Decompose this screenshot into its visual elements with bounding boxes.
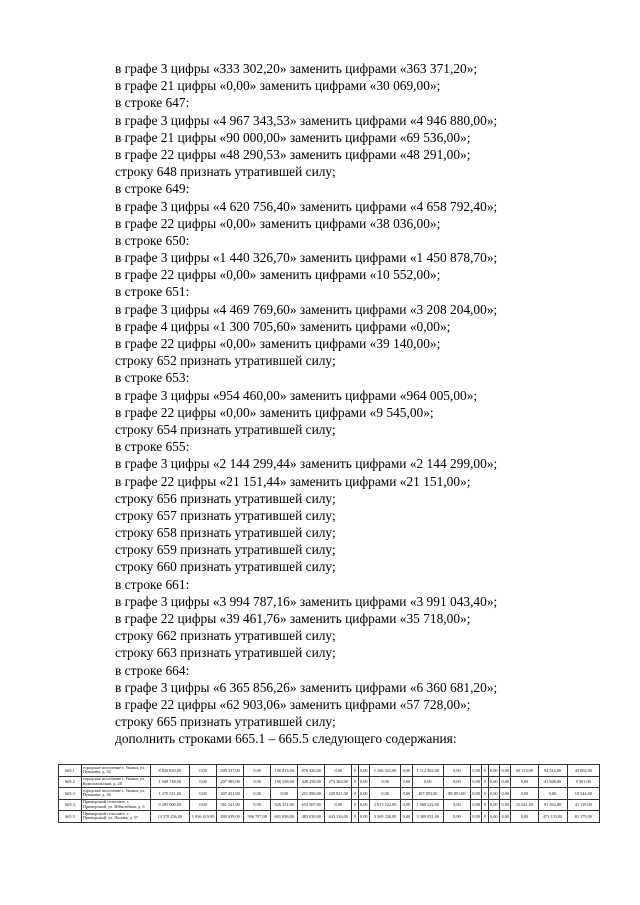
text-line: в графе 22 цифры «48 290,53» заменить цифрами «48 291,00»; (115, 146, 471, 162)
value-cell: 0,00 (190, 776, 217, 788)
value-cell: 0,00 (500, 799, 511, 811)
value-cell: 196 538,00 (271, 776, 298, 788)
value-cell: 473 133,00 (538, 811, 567, 823)
value-cell: 0 (352, 811, 358, 823)
text-line: в строке 651: (115, 284, 190, 300)
row-number-cell: 665.4 (59, 799, 82, 811)
value-cell: 0,00 (470, 788, 481, 800)
value-cell: 0,00 (271, 788, 298, 800)
value-cell: 0,00 (401, 788, 412, 800)
value-cell: 0,00 (488, 765, 499, 777)
value-cell: 0,00 (358, 788, 369, 800)
row-number-cell: 665.5 (59, 811, 82, 823)
value-cell: 1 936 419,00 (190, 811, 217, 823)
table-row (59, 776, 600, 788)
address-cell: Приморский сельсовет, с. Приморский, ул. Юбилейная, д. 6 (81, 799, 150, 811)
row-number-cell: 665.1 (59, 765, 82, 777)
value-cell: 0,00 (370, 788, 401, 800)
value-cell: 43 002,00 (567, 765, 599, 777)
text-line: в строке 647: (115, 95, 190, 111)
value-cell: 9 301,00 (567, 776, 599, 788)
text-line: в графе 22 цифры «0,00» заменить цифрами «38 036,00»; (115, 215, 441, 231)
value-cell: 0,00 (500, 776, 511, 788)
value-cell: 1 166 321,00 (370, 765, 401, 777)
value-cell: 106 813,00 (271, 765, 298, 777)
value-cell: 228 821,00 (325, 788, 352, 800)
value-cell: 0,00 (443, 765, 470, 777)
value-cell: 8 820 830,00 (150, 765, 190, 777)
text-line: в строке 655: (115, 439, 190, 455)
value-cell: 88 891,00 (443, 788, 470, 800)
value-cell: 0,00 (488, 788, 499, 800)
value-cell: 1 112 362,00 (412, 765, 443, 777)
address-cell: городское поселение г. Ушаки, ул. Пушкина, д. 46 (81, 788, 150, 800)
text-line: в графе 3 цифры «1 440 326,70» заменить цифрами «1 450 878,70»; (115, 250, 498, 266)
value-cell: 326 251,00 (271, 799, 298, 811)
value-cell: 273 362,00 (325, 776, 352, 788)
value-cell: 0,00 (511, 788, 538, 800)
value-cell: 0,00 (470, 776, 481, 788)
value-cell: 0,00 (443, 811, 470, 823)
address-cell: Приморский сельсовет, с. Приморский, ул. Лесная, д. 57 (81, 811, 150, 823)
text-line: в графе 3 цифры «3 994 787,16» заменить цифрами «3 991 043,40»; (115, 593, 498, 609)
value-cell: 0 (482, 788, 488, 800)
value-cell: 3 309 851,00 (412, 811, 443, 823)
value-cell: 0,00 (488, 776, 499, 788)
value-cell: 0,00 (190, 788, 217, 800)
value-cell: 0,00 (358, 811, 369, 823)
value-cell: 0,00 (511, 811, 538, 823)
value-cell: 0,00 (244, 788, 271, 800)
value-cell: 41 848,00 (538, 776, 567, 788)
value-cell: 0,00 (370, 776, 401, 788)
table-row (59, 799, 600, 811)
value-cell: 0,00 (244, 776, 271, 788)
value-cell: 0,00 (244, 765, 271, 777)
text-line: в строке 650: (115, 232, 190, 248)
row-number-cell: 665.3 (59, 788, 82, 800)
value-cell: 0,00 (325, 799, 352, 811)
value-cell: 9 285 000,00 (150, 799, 190, 811)
value-cell: 0,00 (190, 799, 217, 811)
text-line: в графе 21 цифры «90 000,00» заменить цифрами «69 536,00»; (115, 129, 471, 145)
value-cell: 396 707,00 (244, 811, 271, 823)
text-line: в графе 4 цифры «1 300 705,60» заменить цифрами «0,00»; (115, 318, 451, 334)
text-line: в графе 3 цифры «4 469 769,60» заменить цифрами «3 208 204,00»; (115, 301, 498, 317)
text-line: строку 658 признать утратившей силу; (115, 525, 336, 541)
value-cell: 0,00 (358, 765, 369, 777)
text-line: в графе 3 цифры «2 144 299,44» заменить цифрами «2 144 299,00»; (115, 456, 498, 472)
value-cell: 0,00 (500, 811, 511, 823)
table-row (59, 811, 600, 823)
value-cell: 0,00 (412, 776, 443, 788)
value-cell: 0,00 (244, 799, 271, 811)
value-cell: 643 326,00 (325, 811, 352, 823)
address-cell: городское поселение г. Ушаки, ул. Комсомольская, д. 28 (81, 776, 150, 788)
value-cell: 0,00 (401, 776, 412, 788)
value-cell: 1 370 511,00 (150, 788, 190, 800)
value-cell: 0,00 (500, 788, 511, 800)
text-line: в строке 653: (115, 370, 190, 386)
text-line: в строке 664: (115, 662, 190, 678)
value-cell: 2 813 522,00 (370, 799, 401, 811)
value-cell: 1 060 222,00 (412, 799, 443, 811)
value-cell: 483 030,00 (298, 811, 325, 823)
value-cell: 15 621,00 (511, 799, 538, 811)
value-cell: 497 853,00 (412, 788, 443, 800)
value-cell: 0,00 (401, 811, 412, 823)
text-line: строку 659 признать утратившей силу; (115, 542, 336, 558)
table-row (59, 765, 600, 777)
value-cell: 0,00 (488, 799, 499, 811)
value-cell: 91 562,00 (538, 799, 567, 811)
value-cell: 0 (352, 799, 358, 811)
text-line: строку 662 признать утратившей силу; (115, 628, 336, 644)
value-cell: 681 928,00 (271, 811, 298, 823)
text-line: в графе 22 цифры «39 461,76» заменить цифрами «35 718,00»; (115, 611, 471, 626)
value-cell: 0 (482, 811, 488, 823)
text-line: в строке 649: (115, 181, 190, 197)
text-line: в графе 22 цифры «21 151,44» заменить цифрами «21 151,00»; (115, 473, 471, 489)
value-cell: 94 512,00 (538, 765, 567, 777)
value-cell: 0 (482, 799, 488, 811)
text-line: строку 663 признать утратившей силу; (115, 645, 336, 661)
value-cell: 0,00 (500, 765, 511, 777)
value-cell: 0 (482, 765, 488, 777)
value-cell: 251 890,00 (298, 788, 325, 800)
text-line: строку 654 признать утратившей силу; (115, 421, 336, 437)
value-cell: 81 379,00 (567, 811, 599, 823)
amendment-text (115, 60, 615, 748)
value-cell: 0,00 (358, 799, 369, 811)
value-cell: 0,00 (470, 811, 481, 823)
value-cell: 0,00 (358, 776, 369, 788)
value-cell: 490 039,00 (217, 811, 244, 823)
text-line: в графе 22 цифры «0,00» заменить цифрами «9 545,00»; (115, 404, 434, 420)
value-cell: 0,00 (401, 765, 412, 777)
text-line: в графе 22 цифры «0,00» заменить цифрами «10 552,00»; (115, 267, 441, 283)
text-line: строку 665 признать утратившей силу; (115, 714, 336, 730)
value-cell: 3 369 230,00 (370, 811, 401, 823)
value-cell: 18 544,00 (567, 788, 599, 800)
value-cell: 0 (352, 776, 358, 788)
value-cell: 0,00 (443, 799, 470, 811)
row-number-cell: 665.2 (59, 776, 82, 788)
value-cell: 381 541,00 (217, 799, 244, 811)
value-cell: 0 (352, 788, 358, 800)
value-cell: 0,00 (443, 776, 470, 788)
value-cell: 653 367,00 (298, 799, 325, 811)
text-line: в графе 22 цифры «0,00» заменить цифрами «39 140,00»; (115, 336, 441, 351)
value-cell: 14 378 256,00 (150, 811, 190, 823)
text-line: строку 648 признать утратившей силу; (115, 164, 336, 180)
value-cell: 207 431,00 (217, 788, 244, 800)
value-cell: 876 320,00 (298, 765, 325, 777)
text-line: строку 656 признать утратившей силу; (115, 490, 336, 506)
text-line: в графе 22 цифры «62 903,06» заменить цифрами «57 728,00»; (115, 696, 471, 712)
text-line: в графе 3 цифры «6 365 856,26» заменить цифрами «6 360 681,20»; (115, 679, 498, 695)
text-line: строку 657 признать утратившей силу; (115, 507, 336, 523)
value-cell: 60 113,00 (511, 765, 538, 777)
value-cell: 0,00 (325, 765, 352, 777)
text-line: в графе 3 цифры «954 460,00» заменить цифрами «964 005,00»; (115, 387, 478, 403)
text-line: строку 660 признать утратившей силу; (115, 559, 336, 575)
value-cell: 41 119,00 (567, 799, 599, 811)
value-cell: 0,00 (470, 799, 481, 811)
value-cell: 0,00 (538, 788, 567, 800)
text-line: в графе 3 цифры «4 967 343,53» заменить цифрами «4 946 880,00»; (115, 112, 498, 128)
text-line: в графе 3 цифры «4 620 756,40» заменить цифрами «4 658 792,40»; (115, 198, 498, 214)
text-line: в графе 3 цифры «333 302,20» заменить цифрами «363 371,20»; (115, 61, 478, 76)
value-cell: 0,00 (401, 799, 412, 811)
value-cell: 1 349 748,00 (150, 776, 190, 788)
amendment-table (58, 764, 600, 823)
text-line: дополнить строками 665.1 – 665.5 следующего содержания: (115, 731, 457, 747)
value-cell: 0,00 (511, 776, 538, 788)
value-cell: 207 385,00 (217, 776, 244, 788)
value-cell: 0,00 (470, 765, 481, 777)
value-cell: 0,00 (190, 765, 217, 777)
value-cell: 0 (482, 776, 488, 788)
text-line: в строке 661: (115, 576, 190, 592)
address-cell: городское поселение г. Ушаки, ул. Пушкина, д. 32 (81, 765, 150, 777)
value-cell: 209 337,00 (217, 765, 244, 777)
value-cell: 0,00 (488, 811, 499, 823)
text-line: в графе 21 цифры «0,00» заменить цифрами «30 069,00»; (115, 78, 441, 94)
value-cell: 349 258,00 (298, 776, 325, 788)
value-cell: 0 (352, 765, 358, 777)
table-row (59, 788, 600, 800)
text-line: строку 652 признать утратившей силу; (115, 353, 336, 369)
